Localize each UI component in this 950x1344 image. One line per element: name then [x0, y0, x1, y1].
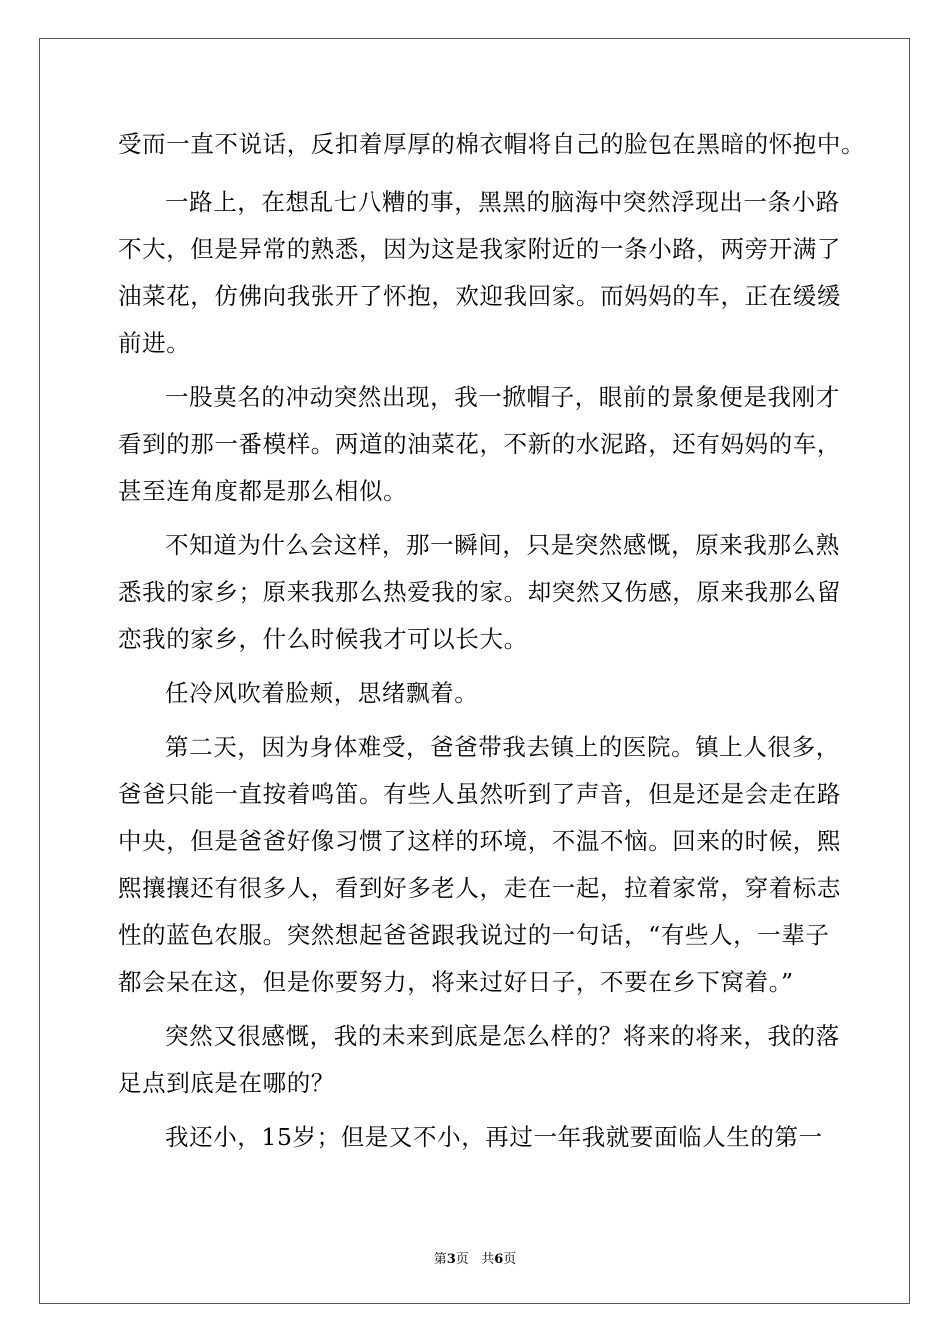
text-line: 甚至连角度都是那么相似。	[118, 477, 408, 505]
footer-page-label-2: 页	[503, 1252, 517, 1267]
footer-page-label: 页	[455, 1252, 469, 1267]
text-line: 任冷风吹着脸颊，思绪飘着。	[165, 679, 479, 707]
text-line: 熙攘攘还有很多人，看到好多老人，走在一起，拉着家常，穿着标志	[118, 874, 841, 902]
footer-prefix: 第	[433, 1252, 447, 1267]
text-line: 足点到底是在哪的？	[118, 1069, 335, 1097]
text-line: 中央，但是爸爸好像习惯了这样的环境，不温不恼。回来的时候，熙	[118, 827, 841, 855]
text-line: 油菜花，仿佛向我张开了怀抱，欢迎我回家。而妈妈的车，正在缓缓	[118, 282, 841, 310]
text-line: 爸爸只能一直按着鸣笛。有些人虽然听到了声音，但是还是会走在路	[118, 780, 841, 808]
text-line: 第二天，因为身体难受，爸爸带我去镇上的医院。镇上人很多，	[165, 733, 840, 761]
page-footer	[0, 1248, 950, 1267]
text-line: 一路上，在想乱七八糟的事，黑黑的脑海中突然浮现出一条小路	[165, 188, 840, 216]
text-line: 受而一直不说话，反扣着厚厚的棉衣帽将自己的脸包在黑暗的怀抱中。	[118, 130, 866, 158]
text-line: 前进。	[118, 329, 191, 357]
text-line: 不大，但是异常的熟悉，因为这是我家附近的一条小路，两旁开满了	[118, 235, 841, 263]
text-line: 看到的那一番模样。两道的油菜花，不新的水泥路，还有妈妈的车，	[118, 430, 841, 458]
total-pages-number: 6	[494, 1252, 504, 1267]
footer-total-prefix: 共	[481, 1252, 495, 1267]
text-line: 悉我的家乡；原来我那么热爱我的家。却突然又伤感，原来我那么留	[118, 578, 841, 606]
text-line: 恋我的家乡，什么时候我才可以长大。	[118, 625, 528, 653]
text-line: 性的蓝色农服。突然想起爸爸跟我说过的一句话，“有些人，一辈子	[118, 921, 830, 949]
current-page-number: 3	[446, 1252, 456, 1267]
text-line: 都会呆在这，但是你要努力，将来过好日子，不要在乡下窝着。”	[118, 968, 794, 996]
text-line: 一股莫名的冲动突然出现，我一掀帽子，眼前的景象便是我刚才	[165, 383, 840, 411]
text-line: 不知道为什么会这样，那一瞬间，只是突然感慨，原来我那么熟	[165, 531, 840, 559]
text-line: 突然又很感慨，我的未来到底是怎么样的？将来的将来，我的落	[165, 1022, 840, 1050]
text-line: 我还小，15岁；但是又不小，再过一年我就要面临人生的第一	[165, 1123, 823, 1151]
page-border	[39, 38, 910, 1304]
